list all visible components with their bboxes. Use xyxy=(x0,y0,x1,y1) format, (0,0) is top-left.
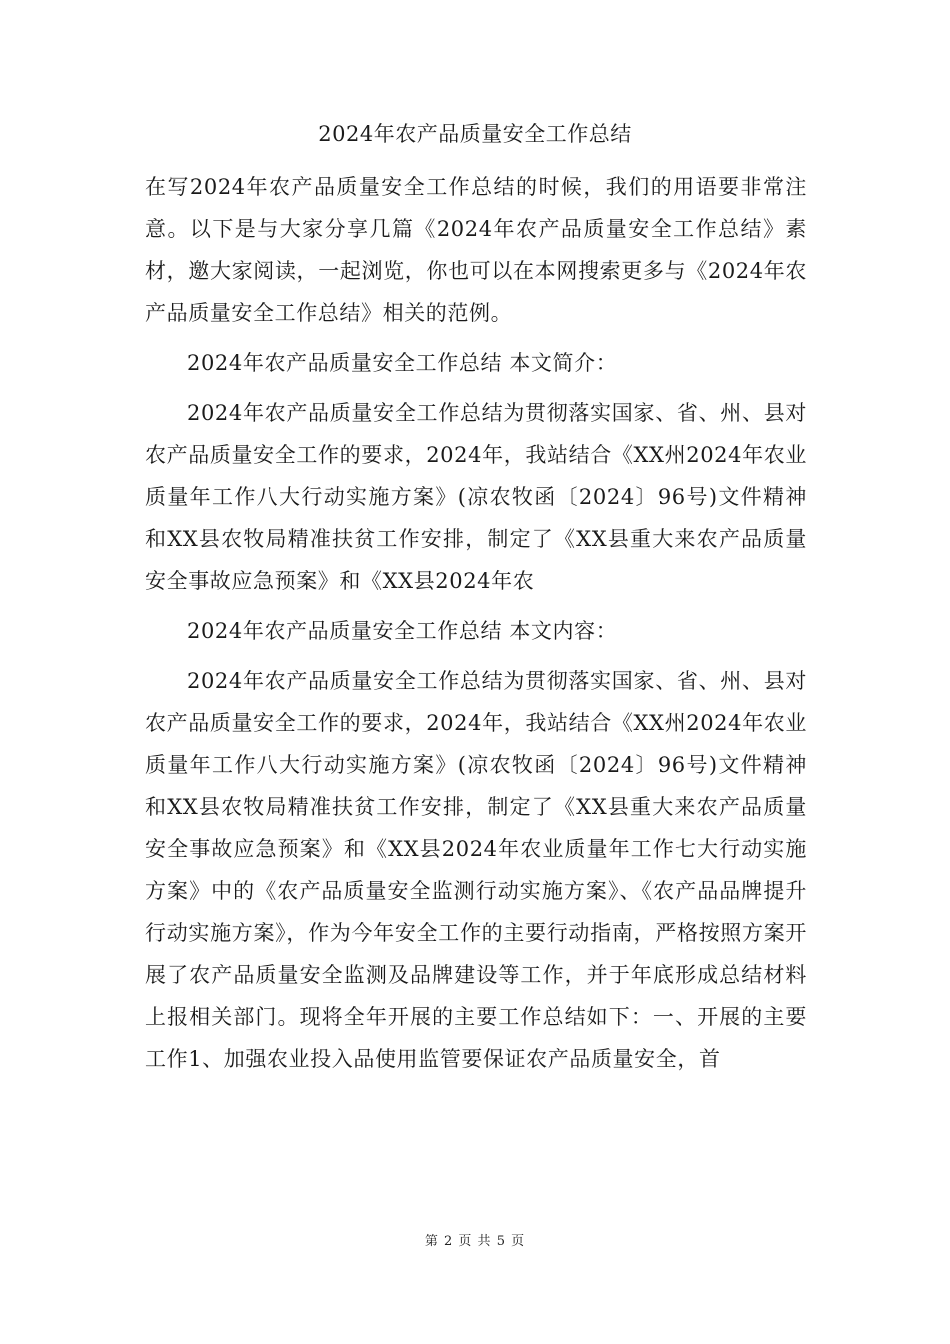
content-paragraph: 2024年农产品质量安全工作总结为贯彻落实国家、省、州、县对农产品质量安全工作的要求，2024年，我站结合《XX州2024年农业质量年工作八大行动实施方案》(凉农牧函〔2024〕96号)文件精神和XX县农牧局精准扶贫工作安排，制定了《XX县重大来农产品质量安全事故应急预案》和《XX县2024年农业质量年工作七大行动实施方案》中的《农产品质量安全监测行动实施方案》、《农产品品牌提升行动实施方案》，作为今年安全工作的主要行动指南，严格按照方案开展了农产品质量安全监测及品牌建设等工作，并于年底形成总结材料上报相关部门。现将全年开展的主要工作总结如下：一、开展的主要工作1、加强农业投入品使用监管要保证农产品质量安全，首 xyxy=(145,669,807,1071)
document-body xyxy=(145,166,807,1088)
intro-paragraph: 在写2024年农产品质量安全工作总结的时候，我们的用语要非常注意。以下是与大家分享几篇《2024年农产品质量安全工作总结》素材，邀大家阅读，一起浏览，你也可以在本网搜索更多与《2024年农产品质量安全工作总结》相关的范例。 xyxy=(145,175,807,325)
document-title: 2024年农产品质量安全工作总结 xyxy=(318,122,632,146)
summary-heading: 2024年农产品质量安全工作总结 本文简介： xyxy=(187,351,618,375)
content-heading: 2024年农产品质量安全工作总结 本文内容： xyxy=(187,619,618,643)
summary-paragraph: 2024年农产品质量安全工作总结为贯彻落实国家、省、州、县对农产品质量安全工作的要求，2024年，我站结合《XX州2024年农业质量年工作八大行动实施方案》(凉农牧函〔2024〕96号)文件精神和XX县农牧局精准扶贫工作安排，制定了《XX县重大来农产品质量安全事故应急预案》和《XX县2024年农 xyxy=(145,401,807,593)
page-number-footer: 第 2 页 共 5 页 xyxy=(424,1234,526,1249)
